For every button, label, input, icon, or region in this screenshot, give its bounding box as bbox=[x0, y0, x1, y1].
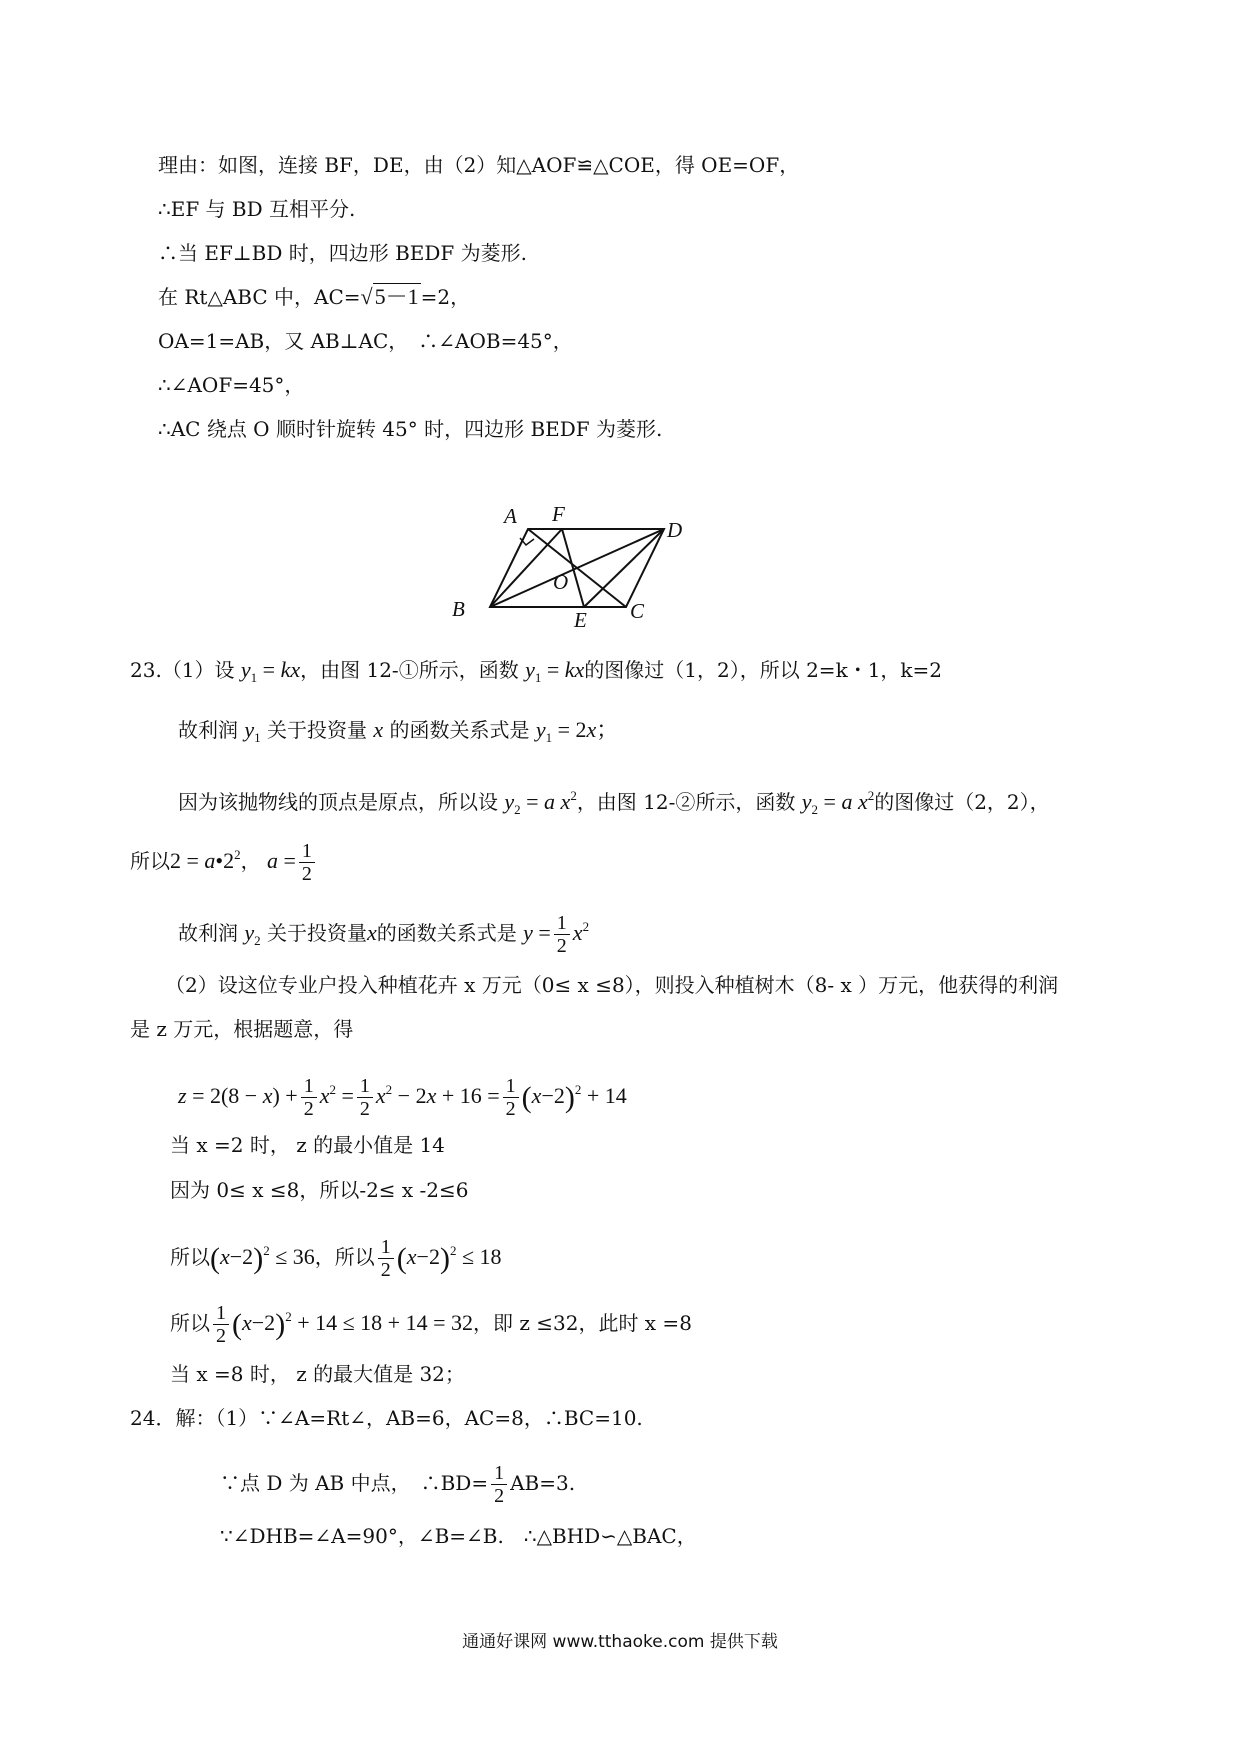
q23-p11-a: 所以 bbox=[170, 1245, 210, 1269]
q23-line-10: 因为 0≤ x ≤8，所以-2≤ x -2≤6 bbox=[170, 1178, 469, 1202]
segment-ef bbox=[562, 529, 584, 607]
q23-line-12: 所以 $\frac{1}{2}$ $(x-2)^2 + 14 \le 18 + 14 = 32$，即 z ≤32，此时 x =8 bbox=[170, 1302, 692, 1347]
reason-line-4-pre: 在 Rt△ABC 中，AC= bbox=[158, 285, 361, 309]
q23-p1-a: （1）设 bbox=[161, 658, 235, 682]
q23-p4-a: 所以 bbox=[130, 849, 170, 873]
q23-line-13: 当 x =8 时， z 的最大值是 32； bbox=[170, 1362, 465, 1386]
reason-line-4 bbox=[158, 283, 470, 311]
label-o: O bbox=[553, 570, 569, 594]
q23-p2-a: 故利润 bbox=[178, 718, 238, 742]
q23-p1-b: ，由图 12-①所示，函数 bbox=[300, 658, 519, 682]
sqrt-radicand: 5－1 bbox=[374, 284, 419, 309]
q23-p11-b: ，所以 bbox=[314, 1245, 375, 1269]
label-a: A bbox=[504, 504, 517, 528]
math-y2-ax2-2: $y_2 = a$ $x^2$ bbox=[801, 788, 875, 817]
q23-line-7: 是 z 万元，根据题意，得 bbox=[130, 1017, 354, 1041]
sqrt-expression: √5－1 bbox=[360, 284, 419, 309]
math-y1: $y_1$ bbox=[244, 717, 261, 745]
reason-line-5: OA=1=AB，又 AB⊥AC， ∴∠AOB=45°， bbox=[158, 329, 573, 353]
q23-p1-c: 的图像过（1，2），所以 2=k・1，k=2 bbox=[584, 658, 943, 682]
math-a-half: a = bbox=[266, 848, 296, 873]
q23-p5-a: 故利润 bbox=[178, 921, 238, 945]
reason-line-2: ∴EF 与 BD 互相平分. bbox=[158, 197, 356, 221]
reason-line-1: 理由：如图，连接 BF，DE，由（2）知△AOF≌△COE，得 OE=OF， bbox=[158, 153, 800, 177]
math-y1-2x: $y_1 = 2x$ bbox=[535, 717, 597, 745]
math-y1-kx: $y_1$ = kx bbox=[240, 657, 301, 685]
label-f: F bbox=[552, 502, 565, 526]
q23-line-4: 所以$2 = a•2^2$， a = $\frac{1}{2}$ bbox=[130, 840, 318, 885]
reason-line-7: ∴AC 绕点 O 顺时针旋转 45° 时，四边形 BEDF 为菱形. bbox=[158, 417, 663, 441]
reason-line-6: ∴∠AOF=45°， bbox=[158, 373, 305, 397]
q23-equation-z: z = 2(8 − x) + $\frac{1}{2}$ $x^2$ = $\frac{1}{2}$ $x^2 - 2x + 16$ = $\frac{1}{2}$ $(x-2)^2 + 14$ bbox=[178, 1075, 627, 1120]
q23-line-5: 故利润 $y_2$ 关于投资量x的函数关系式是 y = $\frac{1}{2}$ $x^2$ bbox=[178, 912, 590, 957]
parallelogram-figure bbox=[452, 502, 770, 632]
diagonal-ac bbox=[528, 529, 626, 607]
q24-line-1: 24．解：（1）∵∠A=Rt∠，AB=6，AC=8，∴BC=10. bbox=[130, 1406, 643, 1430]
math-x-2: x bbox=[366, 920, 377, 945]
q23-p2-b: 关于投资量 bbox=[266, 718, 367, 742]
math-y1-kx-2: $y_1$ = kx bbox=[525, 657, 585, 685]
q24-l2-a: ∵点 D 为 AB 中点， ∴BD= bbox=[220, 1471, 489, 1495]
page-footer: 通通好课网 www.tthaoke.com 提供下载 bbox=[462, 1632, 778, 1652]
label-c: C bbox=[630, 599, 645, 623]
label-b: B bbox=[452, 597, 465, 621]
q23-line-1 bbox=[130, 656, 942, 692]
math-y2: $y_2$ bbox=[244, 920, 261, 948]
label-d: D bbox=[667, 518, 683, 542]
fraction-one-half: $\frac{1}{2}$ bbox=[299, 840, 315, 885]
q23-number: 23. bbox=[130, 658, 162, 682]
q23-line-6: （2）设这位专业户投入种植花卉 x 万元（0≤ x ≤8），则投入种植树木（8- x ）万元，他获得的利润 bbox=[165, 973, 1059, 997]
q24-line-2 bbox=[220, 1462, 575, 1507]
q23-p5-c: 的函数关系式是 bbox=[376, 921, 517, 945]
reason-line-3: ∴当 EF⊥BD 时，四边形 BEDF 为菱形. bbox=[158, 241, 528, 265]
math-2-a-2sq: $2 = a•2^2$ bbox=[170, 847, 241, 873]
math-y2-ax2: $y_2 = a$ $x^2$ bbox=[504, 788, 577, 817]
q23-line-11: 所以$(x-2)^2 \le 36$，所以 $\frac{1}{2}$ $(x-2)^2 \le 18$ bbox=[170, 1236, 502, 1281]
reason-line-4-post: =2， bbox=[420, 285, 471, 309]
q24-line-3: ∵∠DHB=∠A=90°，∠B=∠B. ∴△BHD∽△BAC， bbox=[220, 1524, 697, 1548]
q23-p12-a: 所以 bbox=[170, 1311, 210, 1335]
q23-line-3 bbox=[178, 782, 1050, 824]
q23-p5-b: 关于投资量 bbox=[266, 921, 367, 945]
q23-p3-b: ，由图 12-②所示，函数 bbox=[576, 790, 796, 814]
q23-p12-b: ，即 z ≤32，此时 x =8 bbox=[472, 1311, 692, 1335]
segment-de bbox=[584, 529, 664, 607]
q23-p3-c: 的图像过（2，2）， bbox=[874, 790, 1050, 814]
fraction-one-half-q24: $\frac{1}{2}$ bbox=[491, 1462, 507, 1507]
label-e: E bbox=[574, 608, 587, 632]
q23-p2-c: 的函数关系式是 bbox=[389, 718, 530, 742]
q23-line-2: 故利润 $y_1$ 关于投资量 x 的函数关系式是 $y_1 = 2x$； bbox=[178, 717, 619, 745]
segment-bf bbox=[490, 529, 562, 607]
q24-l2-b: AB=3. bbox=[510, 1471, 576, 1495]
fraction-one-half-2: $\frac{1}{2}$ bbox=[554, 912, 570, 957]
q23-line-9: 当 x =2 时， z 的最小值是 14 bbox=[170, 1133, 445, 1157]
math-y-half-x2: y = bbox=[523, 920, 551, 945]
math-x: x bbox=[373, 717, 384, 742]
q23-p3-a: 因为该抛物线的顶点是原点，所以设 bbox=[178, 790, 498, 814]
